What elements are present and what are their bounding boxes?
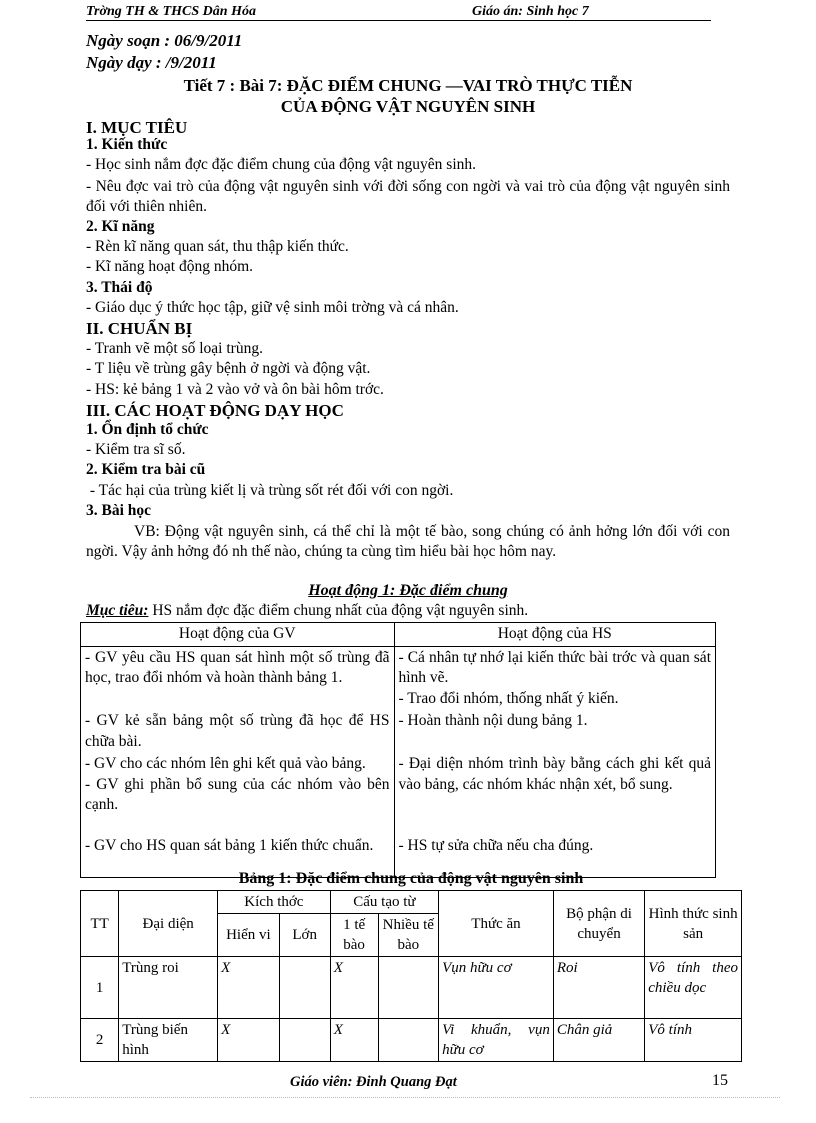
org-item-1: - Kiểm tra sĩ số.	[86, 441, 186, 458]
student-cell: - Hoàn thành nội dung bảng 1.	[394, 710, 716, 753]
row-number: 1	[81, 957, 119, 1019]
review-item-1: - Tác hại của trùng kiết lị và trùng sốt rét đối với con ngời.	[86, 482, 454, 499]
table-row	[81, 753, 716, 835]
knowledge-item-1: - Học sinh nắm đợc đặc điểm chung của động vật nguyên sinh.	[86, 156, 477, 173]
size-header: Kích thớc	[218, 891, 331, 914]
multi-cell-header: Nhiều tế bào	[378, 914, 439, 957]
tt-header: TT	[81, 891, 119, 957]
movement-cell: Roi	[553, 957, 644, 1019]
representative-cell: Trùng roi	[119, 957, 218, 1019]
teacher-cell: - GV kẻ sẵn bảng một số trùng đã học để HS chữa bài.	[81, 710, 395, 753]
table-row	[81, 710, 716, 753]
structure-header: Cấu tạo từ	[330, 891, 438, 914]
student-cell: - HS tự sửa chữa nếu cha đúng.	[394, 835, 716, 877]
one-cell-cell: X	[330, 957, 378, 1019]
skill-item-1: - Rèn kĩ năng quan sát, thu thập kiến thức.	[86, 238, 349, 255]
teacher-cell: - GV cho các nhóm lên ghi kết quả vào bảng. - GV ghi phần bổ sung của các nhóm vào bên cạnh.	[81, 753, 395, 835]
movement-cell: Chân giả	[553, 1019, 644, 1062]
reproduction-header: Hình thức sinh sản	[645, 891, 742, 957]
prep-item-2: - T liệu về trùng gây bệnh ở ngời và động vật.	[86, 360, 371, 377]
header-divider	[86, 20, 711, 21]
subheading-attitude: 3. Thái độ	[86, 279, 153, 296]
page-bottom-divider	[30, 1097, 780, 1098]
school-name: Trờng TH & THCS Dân Hóa	[86, 4, 256, 19]
reproduction-cell: Vô tính	[645, 1019, 742, 1062]
row-number: 2	[81, 1019, 119, 1062]
characteristics-table	[80, 890, 742, 1062]
activity-1-title	[86, 582, 730, 600]
microscopic-cell: X	[218, 957, 280, 1019]
section-preparation: II. CHUẨN BỊ	[86, 319, 193, 338]
activity-1-title-text: Hoạt động 1: Đặc điểm chung	[308, 582, 508, 599]
teacher-cell: - GV yêu cầu HS quan sát hình một số trùng đã học, trao đổi nhóm và hoàn thành bảng 1.	[81, 646, 395, 710]
representative-cell: Trùng biến hình	[119, 1019, 218, 1062]
large-cell	[279, 1019, 330, 1062]
student-cell: - Đại diện nhóm trình bày bằng cách ghi kết quả vào bảng, các nhóm khác nhận xét, bổ sung.	[394, 753, 716, 835]
table-row	[81, 646, 716, 710]
food-cell: Vi khuẩn, vụn hữu cơ	[439, 1019, 554, 1062]
goal-label: Mục tiêu:	[86, 602, 149, 619]
multi-cell-cell	[378, 1019, 439, 1062]
table-2-caption: Bảng 1: Đặc điểm chung của động vật nguyên sinh	[238, 870, 584, 887]
subheading-knowledge: 1. Kiến thức	[86, 136, 168, 153]
food-header: Thức ăn	[439, 891, 554, 957]
knowledge-item-2: - Nêu đợc vai trò của động vật nguyên sinh với đời sống con ngời và vai trò của động vật nguyên sinh đối với thiên nhiên.	[86, 178, 730, 215]
student-activity-header: Hoạt động của HS	[394, 623, 716, 647]
microscopic-cell: X	[218, 1019, 280, 1062]
movement-header: Bộ phận di chuyển	[553, 891, 644, 957]
subheading-lesson: 3. Bài học	[86, 502, 152, 519]
page-number: 15	[712, 1072, 728, 1089]
student-cell: - Cá nhân tự nhớ lại kiến thức bài trớc và quan sát hình vẽ. - Trao đổi nhóm, thống nhất ý kiến.	[394, 646, 716, 710]
representative-header: Đại diện	[119, 891, 218, 957]
prep-item-1: - Tranh vẽ một số loại trùng.	[86, 340, 263, 357]
subheading-skills: 2. Kĩ năng	[86, 218, 155, 235]
table-row	[81, 1019, 742, 1062]
large-cell	[279, 957, 330, 1019]
lesson-title-line2: CỦA ĐỘNG VẬT NGUYÊN SINH	[280, 97, 536, 116]
teacher-activity-header: Hoạt động của GV	[81, 623, 395, 647]
subject-name: Giáo án: Sinh học 7	[472, 4, 589, 19]
lesson-intro: VB: Động vật nguyên sinh, cá thể chỉ là một tế bào, song chúng có ảnh hởng lớn đối với con ngời. Vậy ảnh hởng đó nh thế nào, chúng ta cùng tìm hiểu bài học hôm nay.	[86, 523, 730, 560]
reproduction-cell: Vô tính theo chiều dọc	[645, 957, 742, 1019]
one-cell-cell: X	[330, 1019, 378, 1062]
microscopic-header: Hiển vi	[218, 914, 280, 957]
subheading-review: 2. Kiểm tra bài cũ	[86, 461, 206, 478]
prep-item-3: - HS: kẻ bảng 1 và 2 vào vở và ôn bài hôm trớc.	[86, 381, 384, 398]
multi-cell-cell	[378, 957, 439, 1019]
table-row	[81, 957, 742, 1019]
lesson-title-line1: Tiết 7 : Bài 7: ĐẶC ĐIỂM CHUNG —VAI TRÒ THỰC TIỄN	[183, 76, 633, 95]
food-cell: Vụn hữu cơ	[439, 957, 554, 1019]
section-activities: III. CÁC HOẠT ĐỘNG DẠY HỌC	[86, 401, 344, 420]
teacher-name: Giáo viên: Đinh Quang Đạt	[290, 1074, 457, 1090]
teacher-cell: - GV cho HS quan sát bảng 1 kiến thức chuẩn.	[81, 835, 395, 877]
section-objectives: I. MỤC TIÊU	[86, 118, 188, 137]
goal-text: HS nắm đợc đặc điểm chung nhất của động vật nguyên sinh.	[148, 602, 529, 619]
attitude-item-1: - Giáo dục ý thức học tập, giữ vệ sinh môi trờng và cá nhân.	[86, 299, 459, 316]
activities-table	[80, 622, 716, 878]
one-cell-header: 1 tế bào	[330, 914, 378, 957]
teach-date: Ngày dạy : /9/2011	[86, 53, 217, 72]
skill-item-2: - Kĩ năng hoạt động nhóm.	[86, 258, 254, 275]
prep-date: Ngày soạn : 06/9/2011	[86, 31, 243, 50]
activity-1-goal	[86, 602, 528, 620]
large-header: Lớn	[279, 914, 330, 957]
subheading-organization: 1. Ổn định tổ chức	[86, 421, 209, 438]
